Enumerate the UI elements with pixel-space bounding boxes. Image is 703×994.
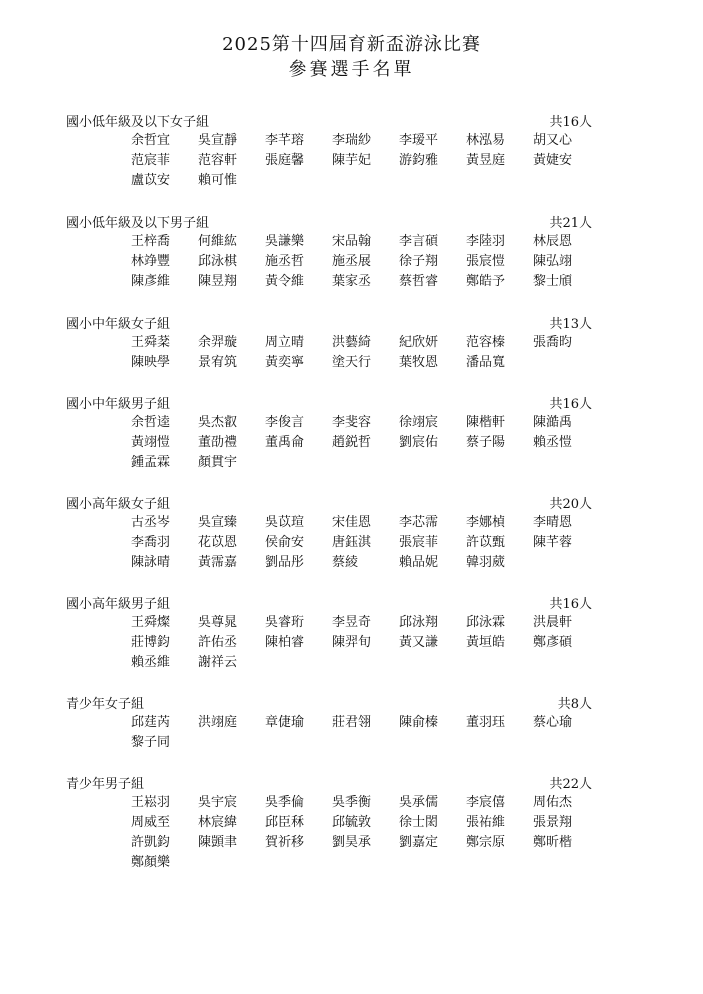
member-name: 邱泳棋 [198,254,238,269]
member-name: 林辰恩 [533,234,573,249]
member-name: 章倢瑜 [265,715,305,730]
member-name: 李斐容 [332,415,372,430]
member-name: 吳睿珩 [265,615,305,630]
member-name: 古丞岑 [131,515,171,530]
member-name: 許苡甄 [466,535,506,550]
group-header [66,212,592,232]
member-grid [131,613,601,673]
group-count: 共22人 [549,777,592,792]
group-count: 共20人 [549,497,592,512]
member-name: 李瑞紗 [332,133,372,148]
member-name: 吳苡瑄 [265,515,305,530]
member-name: 陳楷軒 [466,415,506,430]
member-name: 范容軒 [198,153,238,168]
member-name: 葉家丞 [332,274,372,289]
member-name: 余羿璇 [198,335,238,350]
member-grid [131,413,601,473]
member-name: 陳柏睿 [265,635,305,650]
member-name: 范容榛 [466,335,506,350]
member-name: 邱泳霖 [466,615,506,630]
member-name: 吳承儒 [399,795,439,810]
member-name: 黃翊愷 [131,435,171,450]
member-name: 林竫豐 [131,254,171,269]
member-name: 賀祈移 [265,835,305,850]
group-count: 共16人 [549,597,592,612]
member-name: 張宸菲 [399,535,439,550]
member-name: 劉嘉定 [399,835,439,850]
member-name: 吳宣臻 [198,515,238,530]
member-name: 黃霈嘉 [198,555,238,570]
group-count: 共8人 [557,697,592,712]
member-name: 莊博鈞 [131,635,171,650]
member-name: 韓羽葳 [466,555,506,570]
group-count: 共16人 [549,397,592,412]
member-name: 施丞哲 [265,254,305,269]
member-name: 宋佳恩 [332,515,372,530]
member-grid [131,333,601,373]
group-name: 國小低年級及以下男子組 [66,216,210,231]
group-name: 國小低年級及以下女子組 [66,115,210,130]
member-name: 徐士閎 [399,815,439,830]
group-name: 國小中年級男子組 [66,397,171,412]
member-name: 陳澔禹 [533,415,573,430]
member-name: 林泓易 [466,133,506,148]
member-name: 鄭昕楷 [533,835,573,850]
member-name: 吳尊晁 [198,615,238,630]
member-name: 林宸緯 [198,815,238,830]
member-name: 吳宇宸 [198,795,238,810]
member-name: 王舜棻 [131,335,171,350]
member-name: 董禹侖 [265,435,305,450]
member-name: 陳芋妃 [332,153,372,168]
member-name: 蔡心瑜 [533,715,573,730]
member-name: 李娜楨 [466,515,506,530]
member-name: 李瑷平 [399,133,439,148]
group-count: 共13人 [549,317,592,332]
group-header [66,111,592,131]
member-name: 施丞展 [332,254,372,269]
member-name: 陳彥維 [131,274,171,289]
member-name: 董羽珏 [466,715,506,730]
member-name: 黃奕寧 [265,355,305,370]
member-name: 黃又謙 [399,635,439,650]
group-name: 青少年女子組 [66,697,145,712]
roster-group [66,593,592,673]
member-name: 李喬羽 [131,535,171,550]
member-grid [131,232,601,292]
roster-group [66,493,592,573]
member-name: 邱臣秝 [265,815,305,830]
member-name: 張景翔 [533,815,573,830]
member-name: 陳俞榛 [399,715,439,730]
member-name: 盧苡安 [131,173,171,188]
member-name: 余哲宜 [131,133,171,148]
member-name: 葉牧恩 [399,355,439,370]
member-name: 莊君翎 [332,715,372,730]
member-name: 塗天行 [332,355,372,370]
member-name: 周佑杰 [533,795,573,810]
member-name: 吳杰叡 [198,415,238,430]
member-name: 洪晨軒 [533,615,573,630]
member-name: 李芯霈 [399,515,439,530]
member-name: 賴丞維 [131,655,171,670]
member-grid [131,513,601,573]
document-title: 2025第十四屆育新盃游泳比賽 [222,34,481,55]
member-name: 游鈞雅 [399,153,439,168]
member-name: 黃令維 [265,274,305,289]
member-name: 賴丞愷 [533,435,573,450]
roster-group [66,693,592,753]
member-name: 陳詠晴 [131,555,171,570]
document-subtitle: 參賽選手名單 [288,59,415,80]
member-name: 范宸菲 [131,153,171,168]
group-header [66,313,592,333]
member-name: 邱泳翔 [399,615,439,630]
member-name: 潘品寬 [466,355,506,370]
roster-group [66,313,592,373]
member-name: 趙鋭哲 [332,435,372,450]
member-name: 劉昊承 [332,835,372,850]
member-name: 李芊瑢 [265,133,305,148]
member-name: 張庭馨 [265,153,305,168]
member-name: 吳謙樂 [265,234,305,249]
member-name: 徐翊宸 [399,415,439,430]
member-name: 劉宸佑 [399,435,439,450]
member-name: 邱毓敦 [332,815,372,830]
member-name: 宋品翰 [332,234,372,249]
member-grid [131,793,601,873]
member-name: 徐子翔 [399,254,439,269]
member-name: 余哲逵 [131,415,171,430]
member-name: 蔡哲睿 [399,274,439,289]
member-name: 張祐維 [466,815,506,830]
member-name: 許凱鈞 [131,835,171,850]
member-name: 周立晴 [265,335,305,350]
member-name: 黃垣皓 [466,635,506,650]
member-name: 李言碩 [399,234,439,249]
member-name: 陳映學 [131,355,171,370]
member-name: 顏貫宇 [198,455,238,470]
member-name: 黃婕安 [533,153,573,168]
member-name: 陳顗聿 [198,835,238,850]
member-name: 吳宣靜 [198,133,238,148]
roster-group [66,393,592,473]
member-name: 蔡綾 [332,555,359,570]
member-name: 何維紘 [198,234,238,249]
member-name: 胡又心 [533,133,573,148]
member-name: 侯俞安 [265,535,305,550]
member-name: 洪翊庭 [198,715,238,730]
group-name: 國小高年級女子組 [66,497,171,512]
group-header [66,393,592,413]
member-name: 陳昱翔 [198,274,238,289]
member-name: 陳羿旬 [332,635,372,650]
member-name: 董劭禮 [198,435,238,450]
roster-group [66,111,592,191]
member-name: 賴可惟 [198,173,238,188]
member-name: 花苡恩 [198,535,238,550]
member-name: 黎士頎 [533,274,573,289]
group-header [66,493,592,513]
member-name: 洪藝綺 [332,335,372,350]
member-name: 唐鈺淇 [332,535,372,550]
member-name: 鍾孟霖 [131,455,171,470]
member-name: 紀欣妍 [399,335,439,350]
roster-group [66,212,592,292]
member-name: 黎子同 [131,735,171,750]
member-name: 黃昱庭 [466,153,506,168]
member-grid [131,131,601,191]
member-name: 王崧羽 [131,795,171,810]
member-name: 鄭宗原 [466,835,506,850]
member-name: 鄭彥碩 [533,635,573,650]
member-name: 王舜燦 [131,615,171,630]
member-name: 周威至 [131,815,171,830]
member-name: 李宸僖 [466,795,506,810]
member-name: 李陸羽 [466,234,506,249]
member-name: 劉品彤 [265,555,305,570]
member-name: 陳芊蓉 [533,535,573,550]
member-name: 鄭皓予 [466,274,506,289]
group-header [66,593,592,613]
member-name: 蔡子陽 [466,435,506,450]
member-name: 張宸愷 [466,254,506,269]
member-name: 吳季衡 [332,795,372,810]
group-header [66,773,592,793]
roster-group [66,773,592,873]
member-name: 景宥筑 [198,355,238,370]
member-grid [131,713,601,753]
group-name: 青少年男子組 [66,777,145,792]
member-name: 謝祥云 [198,655,238,670]
group-count: 共16人 [549,115,592,130]
member-name: 陳弘翊 [533,254,573,269]
member-name: 李晴恩 [533,515,573,530]
member-name: 李俊言 [265,415,305,430]
member-name: 鄭顏樂 [131,855,171,870]
group-name: 國小高年級男子組 [66,597,171,612]
member-name: 李昱奇 [332,615,372,630]
member-name: 張喬昀 [533,335,573,350]
group-header [66,693,592,713]
member-name: 邱莛芮 [131,715,171,730]
member-name: 許佑丞 [198,635,238,650]
group-name: 國小中年級女子組 [66,317,171,332]
member-name: 王梓喬 [131,234,171,249]
member-name: 賴品妮 [399,555,439,570]
group-count: 共21人 [549,216,592,231]
member-name: 吳季倫 [265,795,305,810]
